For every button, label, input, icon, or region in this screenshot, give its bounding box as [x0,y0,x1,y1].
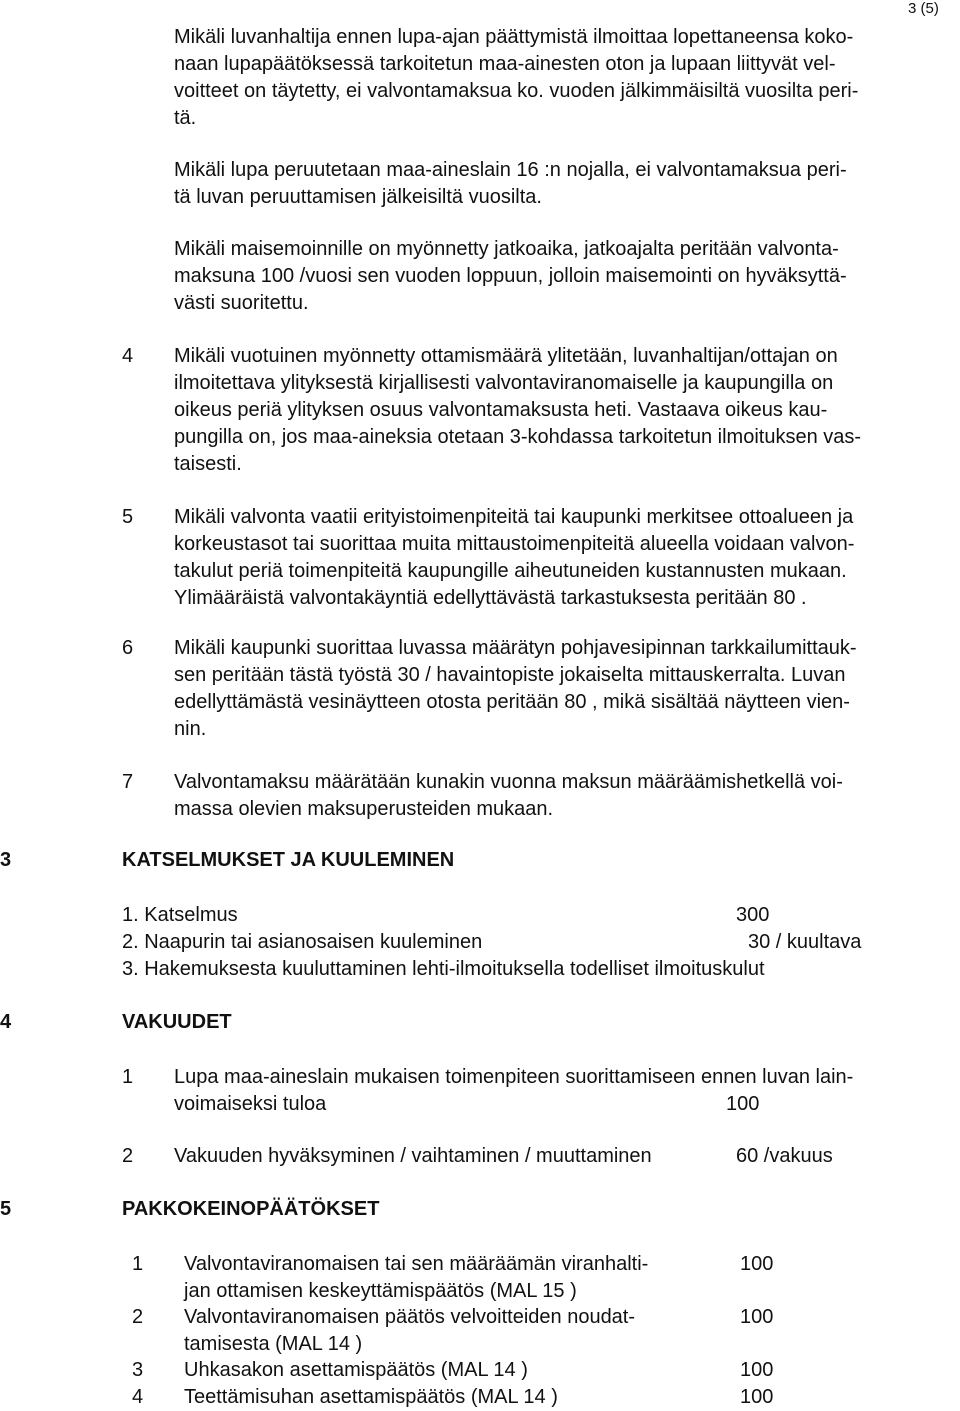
text-line: takulut periä toimenpiteitä kaupungille aiheutuneiden kustannusten mukaan. [174,560,847,582]
text-line: voimaiseksi tuloa [174,1093,327,1115]
text-line: tä. [174,107,197,129]
text-line: Valvontamaksu määrätään kunakin vuonna maksun määräämishetkellä voi- [174,771,843,793]
fee-price: 100 [740,1359,774,1381]
fee-price: 30 / kuultava [748,931,862,953]
fee-label: 1. Katselmus [122,904,238,926]
text-line: Mikäli kaupunki suorittaa luvassa määrätyn pohjavesipinnan tarkkailumittauk- [174,637,857,659]
text-line: ilmoitettava ylityksestä kirjallisesti valvontaviranomaiselle ja kaupungilla on [174,372,834,394]
text-line: Teettämisuhan asettamispäätös (MAL 14 ) [184,1386,558,1408]
section-title: KATSELMUKSET JA KUULEMINEN [122,849,455,871]
fee-price: 100 [726,1093,760,1115]
text-line: jan ottamisen keskeyttämispäätös (MAL 15 ) [184,1280,577,1302]
item-number: 6 [122,637,134,659]
fee-label: 2. Naapurin tai asianosaisen kuuleminen [122,931,483,953]
text-line: korkeustasot tai suorittaa muita mittaustoimenpiteitä alueella voidaan valvon- [174,533,855,555]
fee-price: 60 /vakuus [736,1145,833,1167]
section-number: 3 [0,849,12,871]
section-number: 4 [0,1011,12,1033]
text-line: nin. [174,718,207,740]
text-line: edellyttämästä vesinäytteen otosta peritään 80 , mikä sisältää näytteen vien- [174,691,850,713]
item-number: 4 [122,345,134,367]
section-title: VAKUUDET [122,1011,232,1033]
item-number: 7 [122,771,134,793]
page-number: 3 (5) [908,0,939,17]
text-line: massa olevien maksuperusteiden mukaan. [174,798,554,820]
fee-price: 300 [736,904,770,926]
text-line: tä luvan peruuttamisen jälkeisiltä vuosilta. [174,186,542,208]
section-title: PAKKOKEINOPÄÄTÖKSET [122,1198,380,1220]
item-number: 1 [132,1253,144,1275]
text-line: oikeus periä ylityksen osuus valvontamaksusta heti. Vastaava oikeus kau- [174,399,828,421]
fee-label: 3. Hakemuksesta kuuluttaminen lehti-ilmoituksella todelliset ilmoituskulut [122,958,765,980]
text-line: pungilla on, jos maa-aineksia otetaan 3-kohdassa tarkoitetun ilmoituksen vas- [174,426,862,448]
item-number: 4 [132,1386,144,1408]
item-number: 2 [122,1145,134,1167]
text-line: tamisesta (MAL 14 ) [184,1333,363,1355]
item-number: 3 [132,1359,144,1381]
text-line: taisesti. [174,453,242,475]
text-line: Valvontaviranomaisen tai sen määräämän viranhalti- [184,1253,649,1275]
text-line: voitteet on täytetty, ei valvontamaksua ko. vuoden jälkimmäisiltä vuosilta peri- [174,80,859,102]
fee-price: 100 [740,1306,774,1328]
text-line: Vakuuden hyväksyminen / vaihtaminen / muuttaminen [174,1145,652,1167]
text-line: sen peritään tästä työstä 30 / havaintopiste jokaiselta mittauskerralta. Luvan [174,664,846,686]
item-number: 1 [122,1066,134,1088]
item-number: 5 [122,506,134,528]
fee-price: 100 [740,1386,774,1408]
text-line: naan lupapäätöksessä tarkoitetun maa-ainesten oton ja lupaan liittyvät vel- [174,53,836,75]
text-line: Valvontaviranomaisen päätös velvoitteiden noudat- [184,1306,636,1328]
fee-price: 100 [740,1253,774,1275]
text-line: västi suoritettu. [174,292,309,314]
text-line: Mikäli vuotuinen myönnetty ottamismäärä ylitetään, luvanhaltijan/ottajan on [174,345,838,367]
text-line: Mikäli maisemoinnille on myönnetty jatkoaika, jatkoajalta peritään valvonta- [174,238,839,260]
section-number: 5 [0,1198,12,1220]
text-line: Uhkasakon asettamispäätös (MAL 14 ) [184,1359,528,1381]
text-line: Mikäli luvanhaltija ennen lupa-ajan päättymistä ilmoittaa lopettaneensa koko- [174,26,854,48]
text-line: Lupa maa-aineslain mukaisen toimenpiteen suorittamiseen ennen luvan lain- [174,1066,854,1088]
text-line: maksuna 100 /vuosi sen vuoden loppuun, jolloin maisemointi on hyväksyttä- [174,265,847,287]
item-number: 2 [132,1306,144,1328]
text-line: Mikäli lupa peruutetaan maa-aineslain 16 :n nojalla, ei valvontamaksua peri- [174,159,847,181]
text-line: Ylimääräistä valvontakäyntiä edellyttävästä tarkastuksesta peritään 80 . [174,587,807,609]
text-line: Mikäli valvonta vaatii erityistoimenpiteitä tai kaupunki merkitsee ottoalueen ja [174,506,854,528]
